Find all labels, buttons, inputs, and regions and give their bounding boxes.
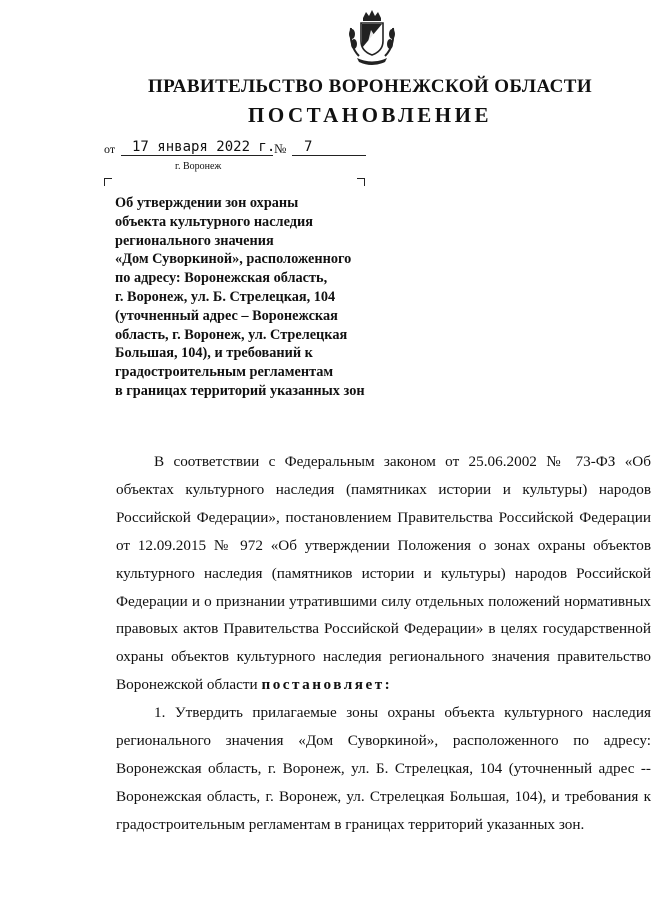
date-underline <box>121 155 273 156</box>
preamble-paragraph <box>116 448 651 699</box>
subject-line: Большая, 104), и требований к <box>115 345 313 362</box>
subject-line: по адресу: Воронежская область, <box>115 270 328 287</box>
date-number-row <box>104 139 374 161</box>
subject-heading <box>115 194 405 401</box>
government-title: ПРАВИТЕЛЬСТВО ВОРОНЕЖСКОЙ ОБЛАСТИ <box>147 76 593 97</box>
city-label: г. Воронеж <box>175 161 222 172</box>
subject-line: «Дом Суворкиной», расположенного <box>115 251 352 268</box>
document-date: 17 января 2022 г. <box>132 139 276 155</box>
subject-corner-right <box>357 178 365 186</box>
preamble-text: В соответствии с Федеральным законом от 25.06.2002 № 73-ФЗ «Об объектах культурного наследия (памятниках истории и культуры) народов Российской Федерации», постановлением Правительства Российской Федерации от 12.09.2015 № 972 «Об утверждении Положения о зонах охраны объектов культурного наследия (памятников истории и культуры) народов Российской Федерации и о признании утратившими силу отдельных положений нормативных правовых актов Правительства Российской Федерации» в целях государственной охраны объектов культурного наследия регионального значения правительство Воронежской области <box>116 453 651 694</box>
date-prefix: от <box>104 142 116 156</box>
document-type-title: ПОСТАНОВЛЕНИЕ <box>248 103 492 127</box>
subject-line: Об утверждении зон охраны <box>115 195 299 211</box>
subject-line: г. Воронеж, ул. Б. Стрелецкая, 104 <box>115 288 336 305</box>
subject-line: (уточненный адрес – Воронежская <box>115 307 338 324</box>
subject-line: регионального значения <box>115 232 274 249</box>
document-number: 7 <box>304 139 313 155</box>
subject-line: в границах территорий указанных зон <box>115 382 365 399</box>
subject-line: градостроительным регламентам <box>115 364 334 381</box>
resolves-word: постановляет: <box>261 676 393 694</box>
subject-line: область, г. Воронеж, ул. Стрелецкая <box>115 326 348 343</box>
item-1-paragraph: 1. Утвердить прилагаемые зоны охраны объекта культурного наследия регионального значения «Дом Суворкиной», расположенного по адресу: Воронежская область, г. Воронеж, ул. Б. Стрелецкая, 104 (уточненный адрес -- Воронежская область, г. Воронеж, ул. Стрелецкая Большая, 104), и требования к градостроительным регламентам в границах территорий указанных зон. <box>116 704 651 833</box>
subject-corner-left <box>104 178 112 186</box>
document-body <box>116 448 651 839</box>
voronezh-coat-of-arms-icon <box>341 8 403 70</box>
number-underline <box>292 155 366 156</box>
number-prefix: № <box>274 141 287 156</box>
subject-line: объекта культурного наследия <box>115 213 313 230</box>
